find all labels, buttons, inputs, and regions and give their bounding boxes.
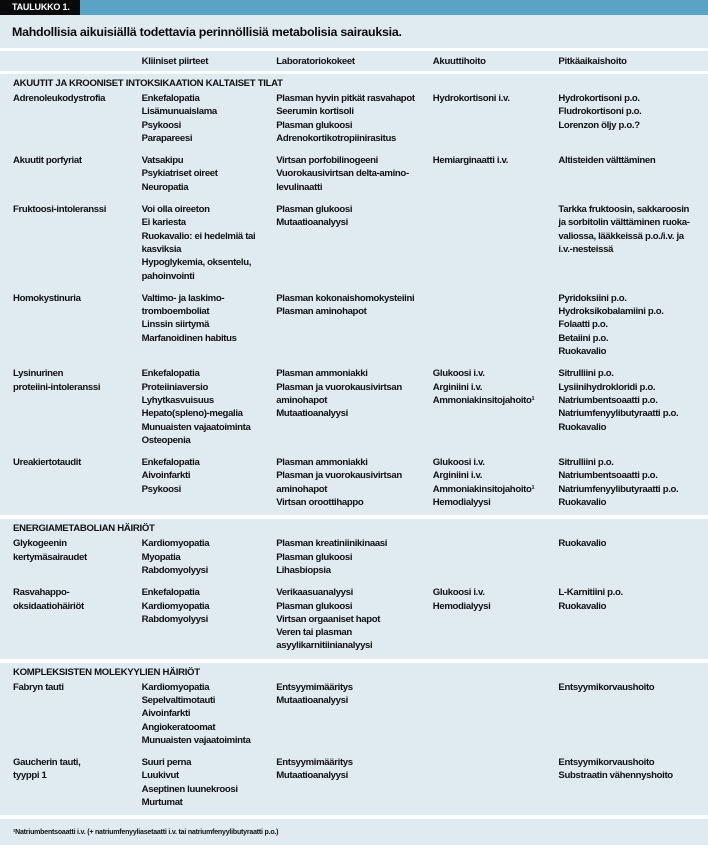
cell-line: Adrenoleukodystrofia	[13, 93, 106, 104]
cell-line: Lihasbiopsia	[276, 564, 331, 576]
cell-line: Psykoosi	[141, 119, 181, 131]
cell-line: Myopatia	[141, 551, 181, 563]
cell-line: Adrenokortikotropiinirasitus	[276, 132, 396, 144]
cell-line: Lysinurinen	[13, 368, 64, 380]
lab-tests-cell	[276, 586, 433, 652]
cell-line: Rabdomyolyysi	[141, 613, 208, 625]
column-header-longterm: Pitkäaikaishoito	[558, 55, 627, 67]
table-section	[0, 663, 708, 820]
table-row	[0, 203, 708, 283]
longterm-treatment-cell	[558, 292, 708, 358]
cell-line: Ruokavalio	[558, 421, 607, 433]
cell-line: Plasman glukoosi	[276, 600, 353, 612]
table-section	[0, 74, 708, 519]
acute-treatment-cell	[433, 292, 559, 358]
cell-line: Virtsan orgaaniset hapot	[276, 613, 381, 625]
cell-line: Lorenzon öljy p.o.?	[558, 119, 640, 131]
longterm-treatment-cell	[558, 756, 708, 809]
cell-line: Ruokavalio	[558, 497, 607, 509]
cell-line: i.v.-nesteissä	[558, 243, 614, 255]
cell-line: Voi olla oireeton	[141, 204, 210, 216]
cell-line: Natriumfenyylibutyraatti p.o.	[558, 483, 679, 495]
cell-line: oksidaatiohäiriöt	[13, 600, 84, 612]
column-header-lab: Laboratoriokokeet	[276, 55, 355, 67]
longterm-treatment-cell	[558, 537, 708, 577]
cell-line: Osteopenia	[141, 434, 191, 446]
cell-line: Fludrokortisoni p.o.	[558, 106, 642, 118]
cell-line: Murtumat	[141, 797, 183, 809]
cell-line: Entsyymikorvaushoito	[558, 757, 655, 769]
cell-line: Hydroksikobalamiini p.o.	[558, 306, 664, 318]
longterm-treatment-cell	[558, 681, 708, 747]
table-section	[0, 519, 708, 662]
cell-line: Lyhytkasvuisuus	[141, 394, 214, 406]
cell-line: Plasman glukoosi	[276, 551, 353, 563]
lab-tests-cell	[276, 756, 433, 809]
cell-line: Plasman ja vuorokausivirtsan	[276, 470, 402, 482]
cell-line: Glykogeenin	[13, 538, 67, 550]
cell-line: Aivoinfarkti	[141, 470, 191, 482]
column-header-acute: Akuuttihoito	[432, 55, 486, 67]
cell-line: Natriumfenyylibutyraatti p.o.	[558, 408, 679, 420]
table-row	[0, 367, 708, 447]
acute-treatment-cell	[433, 586, 559, 652]
table-body	[0, 74, 708, 819]
cell-line: tromboemboliat	[141, 306, 210, 318]
section-title: AKUUTIT JA KROONISET INTOKSIKAATION KALTAISET TILAT	[13, 78, 283, 89]
clinical-features-cell	[142, 681, 277, 747]
clinical-features-cell	[142, 537, 277, 577]
cell-line: Lisämunuaislama	[141, 106, 217, 118]
table-row	[0, 154, 708, 194]
disease-cell	[0, 367, 142, 447]
cell-line: Verikaasuanalyysi	[276, 587, 353, 599]
cell-line: Sitrulliini p.o.	[558, 368, 614, 380]
cell-line: Hydrokortisoni p.o.	[558, 93, 640, 104]
cell-line: Kardiomyopatia	[141, 538, 210, 550]
disease-cell	[0, 203, 142, 283]
cell-line: Enkefalopatia	[141, 587, 200, 599]
cell-line: kertymäsairaudet	[13, 551, 87, 563]
table-row	[0, 292, 708, 358]
table-row	[0, 456, 708, 509]
clinical-features-cell	[142, 456, 277, 509]
column-header-row	[0, 51, 708, 74]
cell-line: Veren tai plasman	[276, 627, 352, 639]
acute-treatment-cell	[433, 456, 559, 509]
acute-treatment-cell	[433, 367, 559, 447]
cell-line: Pyridoksiini p.o.	[558, 292, 627, 304]
cell-line: Plasman glukoosi	[276, 204, 353, 216]
cell-line: Virtsan oroottihappo	[276, 497, 364, 509]
acute-treatment-cell	[433, 92, 559, 145]
longterm-treatment-cell	[558, 92, 708, 145]
cell-line: Aseptinen luunekroosi	[141, 783, 238, 795]
cell-line: Psykiatriset oireet	[141, 168, 218, 180]
cell-line: Seerumin kortisoli	[276, 106, 354, 118]
cell-line: Altisteiden välttäminen	[558, 155, 656, 167]
cell-line: Virtsan porfobilinogeeni	[276, 155, 378, 167]
cell-line: Plasman kokonaishomokysteiini	[276, 292, 415, 304]
cell-line: kasviksia	[141, 243, 182, 255]
cell-line: Ruokavalio: ei hedelmiä tai	[141, 230, 256, 242]
cell-line: asyylikarnitiinianalyysi	[276, 640, 373, 652]
acute-treatment-cell	[433, 203, 559, 283]
cell-line: Mutaatioanalyysi	[276, 770, 348, 782]
cell-line: proteiini-intoleranssi	[13, 381, 101, 393]
longterm-treatment-cell	[558, 203, 708, 283]
cell-line: Valtimo- ja laskimo-	[141, 292, 225, 304]
cell-line: Kardiomyopatia	[141, 600, 210, 612]
cell-line: L-Karnitiini p.o.	[558, 587, 623, 599]
cell-line: Plasman ja vuorokausivirtsan	[276, 381, 402, 393]
lab-tests-cell	[276, 203, 433, 283]
cell-line: Rabdomyolyysi	[141, 564, 208, 576]
cell-line: Vatsakipu	[141, 155, 184, 167]
cell-line: Entsyymikorvaushoito	[558, 681, 655, 693]
cell-line: Vuorokausivirtsan delta-amino-	[276, 168, 409, 180]
cell-line: Marfanoidinen habitus	[141, 332, 237, 344]
cell-line: Natriumbentsoaatti p.o.	[558, 470, 658, 482]
cell-line: Proteiiniaversio	[141, 381, 209, 393]
clinical-features-cell	[142, 586, 277, 652]
cell-line: pahoinvointi	[141, 270, 195, 282]
cell-line: Natriumbentsoaatti p.o.	[558, 394, 658, 406]
cell-line: Luukivut	[141, 770, 179, 782]
lab-tests-cell	[276, 456, 433, 509]
cell-line: Sepelvaltimotauti	[141, 694, 216, 706]
acute-treatment-cell	[433, 756, 559, 809]
acute-treatment-cell	[433, 537, 559, 577]
disease-cell	[0, 756, 142, 809]
lab-tests-cell	[276, 681, 433, 747]
disease-cell	[0, 681, 142, 747]
clinical-features-cell	[142, 367, 277, 447]
disease-cell	[0, 92, 142, 145]
table-row	[0, 586, 708, 652]
table-row	[0, 537, 708, 577]
cell-line: Hemiarginaatti i.v.	[432, 155, 509, 167]
lab-tests-cell	[276, 292, 433, 358]
section-title: ENERGIAMETABOLIAN HÄIRIÖT	[13, 523, 155, 535]
cell-line: Folaatti p.o.	[558, 319, 608, 331]
lab-tests-cell	[276, 92, 433, 145]
cell-line: Homokystinuria	[13, 292, 81, 304]
cell-line: Entsyymimääritys	[276, 681, 353, 693]
cell-line: Glukoosi i.v.	[432, 457, 485, 469]
table-title: Mahdollisia aikuisiällä todettavia perinnöllisiä metabolisia sairauksia.	[12, 24, 402, 39]
disease-cell	[0, 537, 142, 577]
cell-line: valiossa, lääkkeissä p.o./i.v. ja	[558, 230, 684, 242]
cell-line: Arginiini i.v.	[432, 381, 483, 393]
cell-line: Plasman hyvin pitkät rasvahapot	[276, 93, 415, 104]
section-title: KOMPLEKSISTEN MOLEKYYLIEN HÄIRIÖT	[13, 666, 200, 678]
cell-line: Mutaatioanalyysi	[276, 408, 348, 420]
disease-cell	[0, 456, 142, 509]
table-header-bar	[0, 0, 708, 15]
cell-line: Entsyymimääritys	[276, 757, 353, 769]
cell-line: Mutaatioanalyysi	[276, 217, 348, 229]
cell-line: Plasman aminohapot	[276, 306, 367, 318]
longterm-treatment-cell	[558, 367, 708, 447]
cell-line: Gaucherin tauti,	[13, 757, 81, 769]
cell-line: Munuaisten vajaatoiminta	[141, 734, 251, 746]
cell-line: Enkefalopatia	[141, 368, 200, 380]
disease-cell	[0, 154, 142, 194]
cell-line: Plasman ammoniakki	[276, 368, 368, 380]
cell-line: Betaiini p.o.	[558, 332, 609, 344]
cell-line: Arginiini i.v.	[432, 470, 483, 482]
cell-line: Hemodialyysi	[432, 600, 491, 612]
table-row	[0, 92, 708, 145]
cell-line: Aivoinfarkti	[141, 708, 191, 720]
cell-line: Fruktoosi-intoleranssi	[13, 204, 107, 216]
cell-line: Ammoniakinsitojahoito¹	[432, 394, 535, 406]
cell-line: Hydrokortisoni i.v.	[432, 93, 510, 104]
cell-line: Neuropatia	[141, 181, 189, 193]
clinical-features-cell	[142, 203, 277, 283]
footnote: ¹Natriumbentsoaatti i.v. (+ natriumfenyyliasetaatti i.v. tai natriumfenyylibutyraatti p.o.)	[0, 819, 708, 845]
cell-line: Ruokavalio	[558, 346, 607, 358]
cell-line: Plasman kreatiniinikinaasi	[276, 538, 388, 550]
clinical-features-cell	[142, 292, 277, 358]
cell-line: Hepato(spleno)-megalia	[141, 408, 243, 420]
cell-line: aminohapot	[276, 483, 328, 495]
cell-line: Linssin siirtymä	[141, 319, 210, 331]
clinical-features-cell	[142, 92, 277, 145]
cell-line: Ruokavalio	[558, 600, 607, 612]
cell-line: levulinaatti	[276, 181, 323, 193]
cell-line: ja sorbitolin välttäminen ruoka-	[558, 217, 690, 229]
cell-line: Angiokeratoomat	[141, 721, 216, 733]
cell-line: Tarkka fruktoosin, sakkaroosin	[558, 204, 690, 216]
cell-line: Plasman ammoniakki	[276, 457, 368, 469]
longterm-treatment-cell	[558, 154, 708, 194]
cell-line: Rasvahappo-	[13, 587, 70, 599]
cell-line: Suuri perna	[141, 757, 192, 769]
acute-treatment-cell	[433, 681, 559, 747]
lab-tests-cell	[276, 367, 433, 447]
cell-line: Enkefalopatia	[141, 93, 200, 104]
cell-line: Akuutit porfyriat	[13, 155, 82, 167]
cell-line: aminohapot	[276, 394, 328, 406]
cell-line: Enkefalopatia	[141, 457, 200, 469]
cell-line: Parapareesi	[141, 132, 193, 144]
table-row	[0, 756, 708, 809]
clinical-features-cell	[142, 154, 277, 194]
longterm-treatment-cell	[558, 586, 708, 652]
column-header-clinical: Kliiniset piirteet	[141, 55, 209, 67]
lab-tests-cell	[276, 537, 433, 577]
cell-line: Ureakiertotaudit	[13, 457, 81, 469]
cell-line: Hypoglykemia, oksentelu,	[141, 257, 252, 269]
cell-line: Hemodialyysi	[432, 497, 491, 509]
disease-cell	[0, 292, 142, 358]
cell-line: Ruokavalio	[558, 538, 607, 550]
cell-line: Fabryn tauti	[13, 681, 64, 693]
clinical-features-cell	[142, 756, 277, 809]
lab-tests-cell	[276, 154, 433, 194]
cell-line: Psykoosi	[141, 483, 181, 495]
table-row	[0, 681, 708, 747]
cell-line: Kardiomyopatia	[141, 681, 210, 693]
acute-treatment-cell	[433, 154, 559, 194]
cell-line: Ei kariesta	[141, 217, 186, 229]
cell-line: Glukoosi i.v.	[432, 368, 485, 380]
cell-line: Plasman glukoosi	[276, 119, 353, 131]
cell-line: Munuaisten vajaatoiminta	[141, 421, 251, 433]
title-block	[0, 15, 708, 51]
cell-line: Lysiinihydrokloridi p.o.	[558, 381, 656, 393]
cell-line: Substraatin vähennyshoito	[558, 770, 673, 782]
disease-cell	[0, 586, 142, 652]
table-label: TAULUKKO 1.	[0, 0, 80, 15]
cell-line: Glukoosi i.v.	[432, 587, 485, 599]
cell-line: Ammoniakinsitojahoito¹	[432, 483, 535, 495]
longterm-treatment-cell	[558, 456, 708, 509]
cell-line: Sitrulliini p.o.	[558, 457, 614, 469]
cell-line: tyyppi 1	[13, 770, 47, 782]
cell-line: Mutaatioanalyysi	[276, 694, 348, 706]
